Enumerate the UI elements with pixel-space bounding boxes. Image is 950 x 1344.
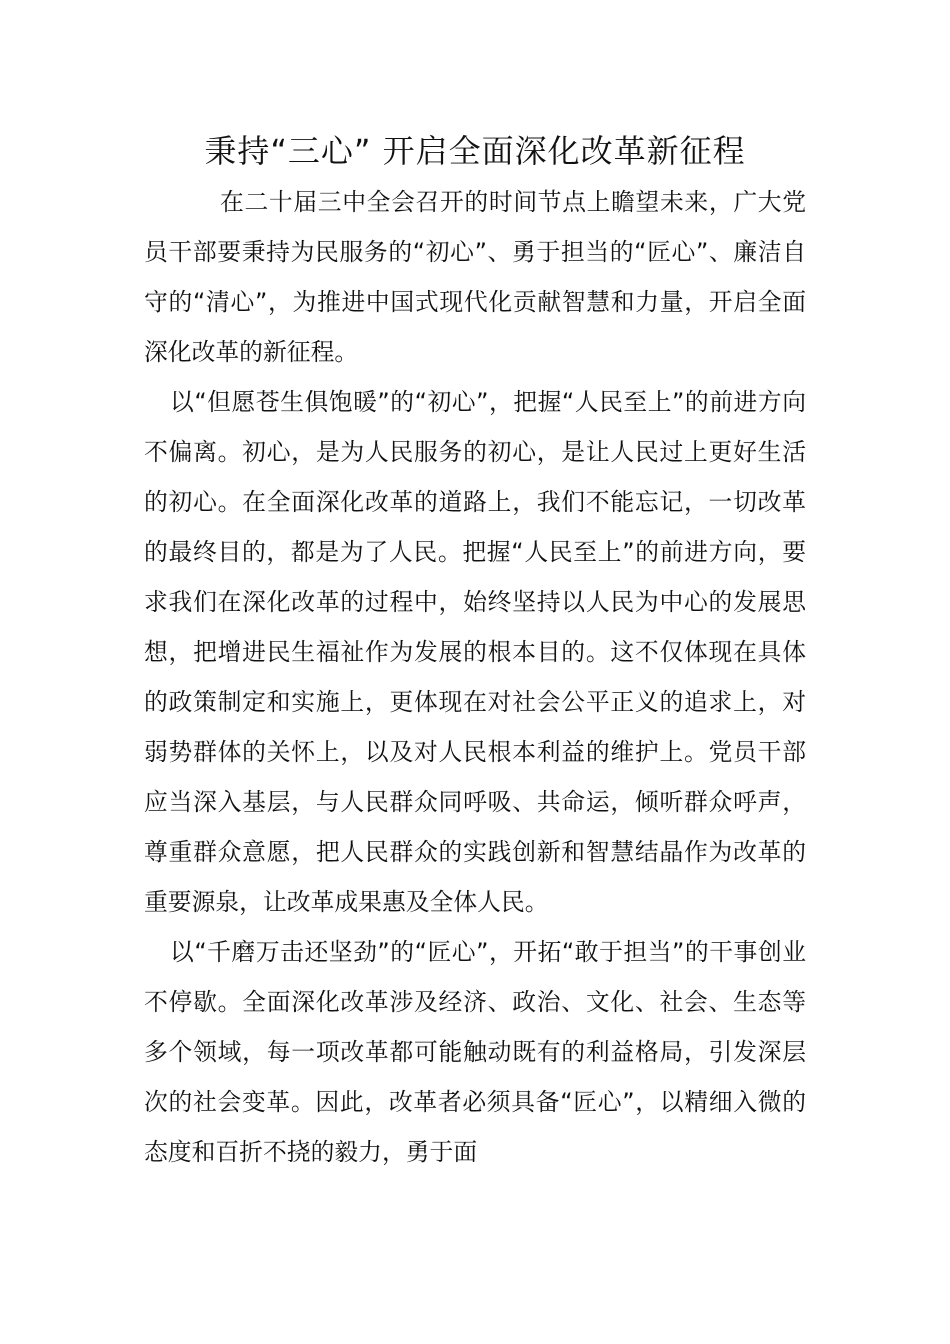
paragraph-intro: 在二十届三中全会召开的时间节点上瞻望未来，广大党员干部要秉持为民服务的“初心”、勇于担当的“匠心”、廉洁自守的“清心”，为推进中国式现代化贡献智慧和力量，开启全面深化改革的新征程。 (144, 188, 806, 366)
document-title: 秉持“三心” 开启全面深化改革新征程 (204, 132, 746, 170)
paragraph-initial-heart: 以“但愿苍生俱饱暖”的“初心”，把握“人民至上”的前进方向不偏离。初心，是为人民服务的初心，是让人民过上更好生活的初心。在全面深化改革的道路上，我们不能忘记，一切改革的最终目的，都是为了人民。把握“人民至上”的前进方向，要求我们在深化改革的过程中，始终坚持以人民为中心的发展思想，把增进民生福祉作为发展的根本目的。这不仅体现在具体的政策制定和实施上，更体现在对社会公平正义的追求上，对弱势群体的关怀上，以及对人民根本利益的维护上。党员干部应当深入基层，与人民群众同呼吸、共命运，倾听群众呼声，尊重群众意愿，把人民群众的实践创新和智慧结晶作为改革的重要源泉，让改革成果惠及全体人民。 (144, 388, 806, 916)
paragraph-craftsman-heart: 以“千磨万击还坚劲”的“匠心”，开拓“敢于担当”的干事创业不停歇。全面深化改革涉及经济、政治、文化、社会、生态等多个领域，每一项改革都可能触动既有的利益格局，引发深层次的社会变革。因此，改革者必须具备“匠心”，以精细入微的态度和百折不挠的毅力，勇于面 (144, 938, 806, 1166)
document-body (144, 177, 806, 1177)
